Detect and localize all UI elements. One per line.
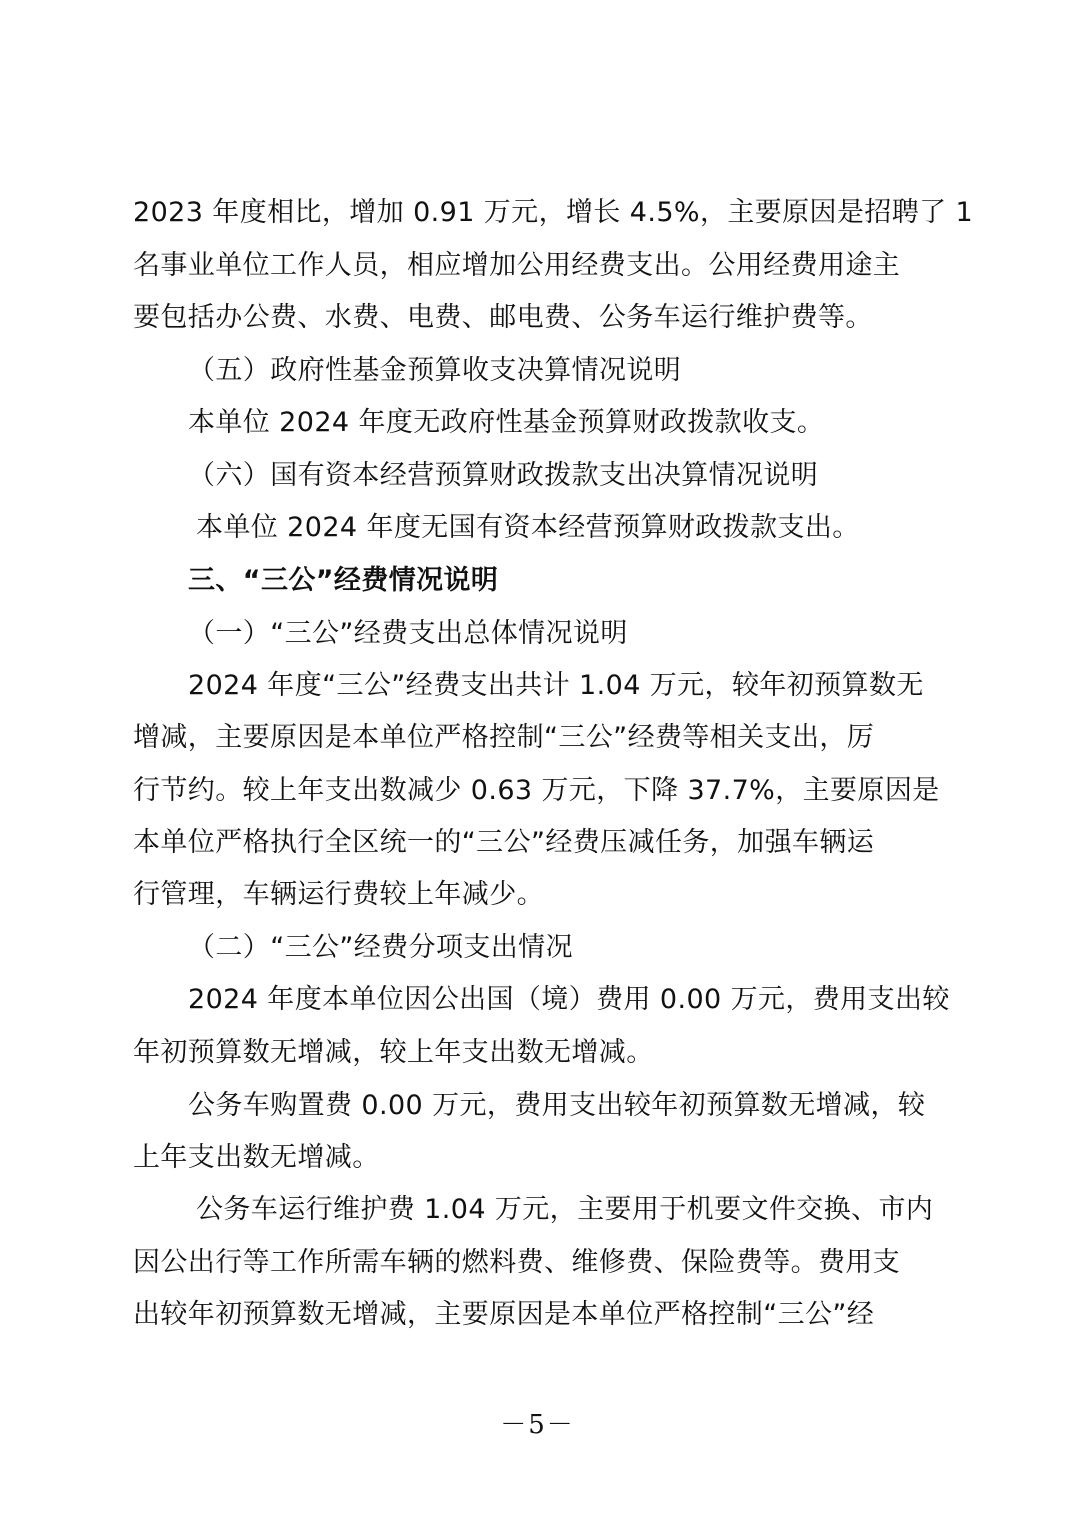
- body-text-line: 公务车运行维护费 1.04 万元，主要用于机要文件交换、市内: [196, 1194, 934, 1225]
- body-text-line: 2024 年度“三公”经费支出共计 1.04 万元，较年初预算数无: [188, 670, 924, 701]
- body-text-line: 因公出行等工作所需车辆的燃料费、维修费、保险费等。费用支: [133, 1247, 901, 1278]
- page-number: －5－: [500, 1410, 575, 1440]
- body-text-line: 2024 年度本单位因公出国（境）费用 0.00 万元，费用支出较: [188, 984, 950, 1015]
- body-text-line: 本单位严格执行全区统一的“三公”经费压减任务，加强车辆运: [133, 827, 875, 858]
- section-heading: （二）“三公”经费分项支出情况: [188, 932, 573, 963]
- section-heading: （一）“三公”经费支出总体情况说明: [188, 618, 628, 649]
- body-text-line: 行节约。较上年支出数减少 0.63 万元，下降 37.7%，主要原因是: [133, 775, 940, 806]
- body-text-line: 名事业单位工作人员，相应增加公用经费支出。公用经费用途主: [133, 250, 901, 281]
- body-text-line: 上年支出数无增减。: [133, 1142, 380, 1173]
- body-text-line: 行管理，车辆运行费较上年减少。: [133, 879, 544, 910]
- body-text-line: 要包括办公费、水费、电费、邮电费、公务车运行维护费等。: [133, 302, 873, 333]
- body-text-line: 本单位 2024 年度无政府性基金预算财政拨款收支。: [188, 407, 825, 438]
- chapter-heading: 三、“三公”经费情况说明: [188, 565, 499, 596]
- body-text-line: 本单位 2024 年度无国有资本经营预算财政拨款支出。: [196, 512, 860, 543]
- body-text-line: 公务车购置费 0.00 万元，费用支出较年初预算数无增减，较: [188, 1090, 926, 1121]
- body-text-line: 年初预算数无增减，较上年支出数无增减。: [133, 1037, 654, 1068]
- body-text-line: 出较年初预算数无增减，主要原因是本单位严格控制“三公”经: [133, 1299, 875, 1330]
- body-text-line: 增减，主要原因是本单位严格控制“三公”经费等相关支出，厉: [133, 722, 875, 753]
- section-heading: （六）国有资本经营预算财政拨款支出决算情况说明: [188, 460, 819, 491]
- section-heading: （五）政府性基金预算收支决算情况说明: [188, 355, 682, 386]
- body-text-line: 2023 年度相比，增加 0.91 万元，增长 4.5%，主要原因是招聘了 1: [133, 197, 974, 228]
